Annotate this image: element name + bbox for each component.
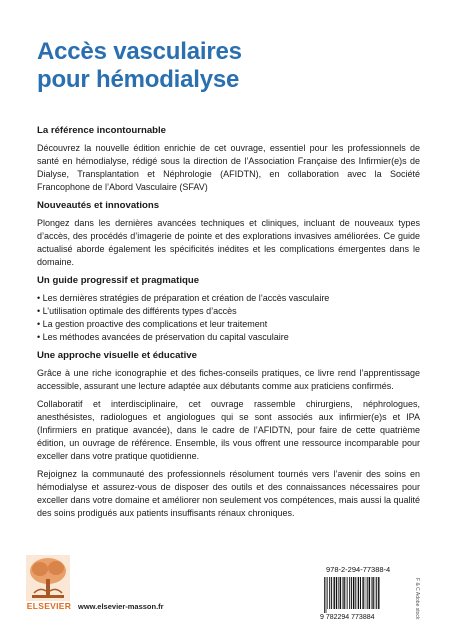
barcode-bar xyxy=(365,577,366,609)
barcode-bar xyxy=(376,577,377,609)
barcode-bar xyxy=(326,577,327,613)
section-paragraph: Grâce à une riche iconographie et des fiches-conseils pratiques, ce livre rend l’apprentissage accessible, assurant une lecture adaptée aux débutants comme aux praticiens confirmés. xyxy=(37,368,420,391)
section-paragraph: Collaboratif et interdisciplinaire, cet ouvrage rassemble chirurgiens, néphrologues, anesthésistes, radiologues et angiologues qui se sont associés aux infirmier(e)s et IPA (Infirmiers en pratique avancée), dans le cadre de l’AFIDTN, pour faire de cette quatrième édition, un ouvrage de référence. Ensemble, ils vous offrent une ressource incomparable pour exceller dans votre pratique quotidienne. xyxy=(37,399,420,461)
section-approach xyxy=(37,349,420,520)
book-title-line-2: pour hémodialyse xyxy=(37,66,240,93)
back-cover-text xyxy=(37,124,420,525)
barcode-bar xyxy=(351,577,352,609)
book-title-line-1: Accès vasculaires xyxy=(37,38,242,65)
barcode-bar xyxy=(355,577,356,609)
barcode-bar xyxy=(349,577,350,609)
section-paragraph: Découvrez la nouvelle édition enrichie de cet ouvrage, essentiel pour les professionnels de santé en hémodialyse, rédigé sous la direction de l’Association Française des Infirmier(e)s de Dialyse, Transplantation et Néphrologie (AFIDTN), en collaboration avec la Société Francophone de l’Abord Vasculaire (SFAV) xyxy=(37,143,420,192)
bullet-item: • L’utilisation optimale des différents types d’accès xyxy=(37,305,420,318)
barcode-bar xyxy=(334,577,335,609)
section-guide xyxy=(37,274,420,344)
barcode-digits: 9 782294 773884 xyxy=(320,614,375,621)
bullet-item: • Les méthodes avancées de préservation du capital vasculaire xyxy=(37,331,420,344)
barcode-bar xyxy=(369,577,370,609)
barcode-bar xyxy=(347,577,348,609)
section-paragraph: Rejoignez la communauté des professionnels résolument tournés vers l’avenir des soins en hémodialyse et assurez-vous de disposer des outils et des connaissances nécessaires pour exceller dans votre domaine et améliorer non seulement vos compétences, mais aussi la qualité des soins prodigués aux patients insuffisants rénaux chroniques. xyxy=(37,469,420,518)
section-news xyxy=(37,199,420,269)
image-credit: F & C Adobe stock xyxy=(414,578,420,620)
barcode-bar xyxy=(338,577,339,609)
barcode xyxy=(318,577,413,621)
book-title xyxy=(37,38,242,94)
section-heading: Une approche visuelle et éducative xyxy=(37,350,197,361)
barcode-bar xyxy=(375,577,376,609)
bullet-item: • Les dernières stratégies de préparation et création de l’accès vasculaire xyxy=(37,292,420,305)
barcode-bar xyxy=(336,577,337,609)
barcode-bar xyxy=(367,577,368,609)
isbn: 978-2-294-77388-4 xyxy=(326,565,391,574)
barcode-bar xyxy=(340,577,341,609)
section-heading: Nouveautés et innovations xyxy=(37,200,160,211)
barcode-bar xyxy=(331,577,332,609)
barcode-bar xyxy=(324,577,325,613)
barcode-bar xyxy=(372,577,373,609)
barcode-bar xyxy=(327,577,328,609)
section-heading: La référence incontournable xyxy=(37,125,167,136)
barcode-bar xyxy=(371,577,372,609)
bullet-item: • La gestion proactive des complications et leur traitement xyxy=(37,318,420,331)
elsevier-tree-logo-icon xyxy=(26,555,70,601)
barcode-bar xyxy=(378,577,379,609)
publisher-website: www.elsevier-masson.fr xyxy=(78,602,164,611)
barcode-bar xyxy=(358,577,359,609)
barcode-bar xyxy=(343,577,344,609)
barcode-bar xyxy=(329,577,330,609)
barcode-bar xyxy=(362,577,363,609)
section-reference xyxy=(37,124,420,194)
barcode-bar xyxy=(353,577,354,609)
barcode-bar xyxy=(346,577,347,609)
bullet-list xyxy=(37,292,420,344)
section-heading: Un guide progressif et pragmatique xyxy=(37,275,200,286)
barcode-bar xyxy=(360,577,361,609)
footer xyxy=(0,555,450,635)
publisher-name: ELSEVIER xyxy=(26,601,72,611)
barcode-bar xyxy=(342,577,343,609)
section-paragraph: Plongez dans les dernières avancées techniques et cliniques, incluant de nouveaux types d’accès, des procédés d’imagerie de pointe et des explorations invasives améliorées. Ce guide actualisé aborde également les spécificités inédites et les complications émergentes dans le domaine. xyxy=(37,218,420,267)
